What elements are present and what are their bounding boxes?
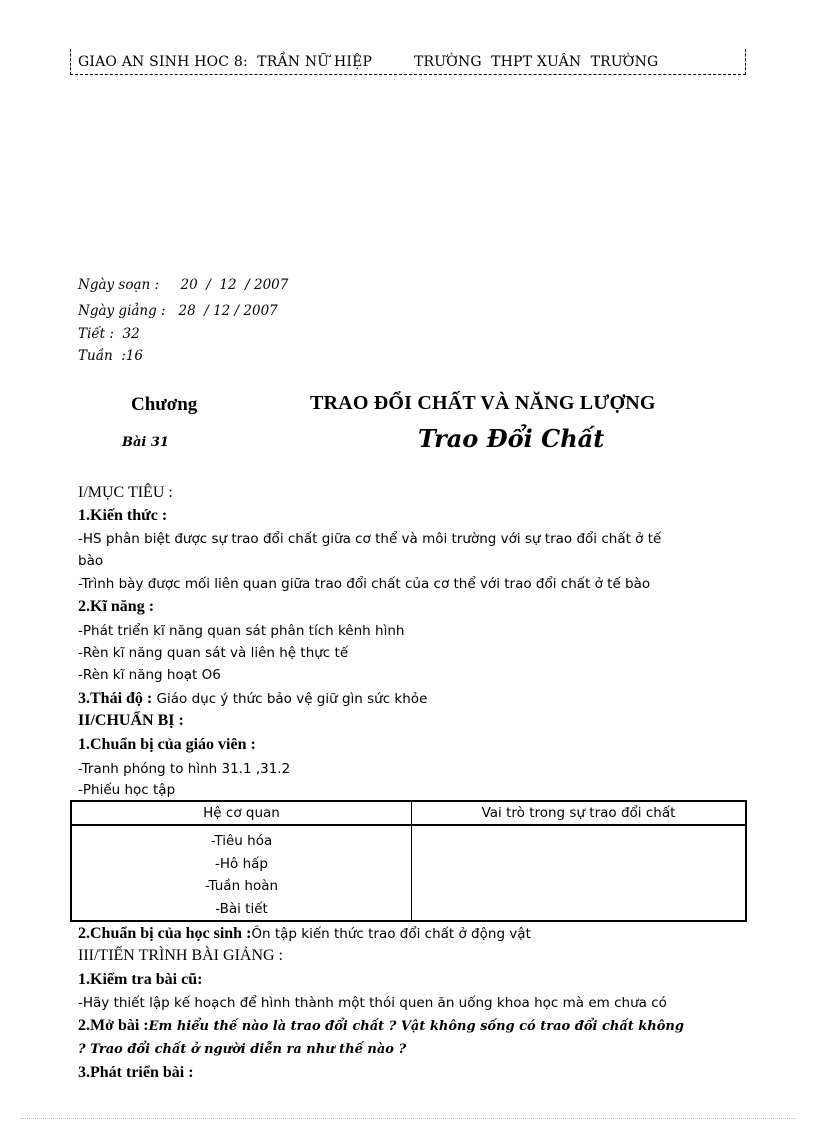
ki-nang-line-1: -Phát triển kĩ năng quan sát phân tích kênh hình: [78, 623, 405, 639]
cb-hs-text: Ôn tập kiến thức trao đổi chất ở động vật: [251, 926, 531, 942]
table-header-vai-tro: Vai trò trong sự trao đổi chất: [412, 801, 747, 825]
heading-kiem-tra: 1.Kiểm tra bài cũ:: [78, 971, 203, 988]
table-row: [71, 825, 746, 921]
phieu-hoc-tap-table: [70, 800, 747, 922]
chapter-title: TRAO ĐỔI CHẤT VÀ NĂNG LƯỢNG: [310, 392, 656, 414]
heading-kien-thuc: 1.Kiến thức :: [78, 507, 168, 524]
thai-do-label: 3.Thái độ :: [78, 690, 153, 707]
heading-muc-tieu: I/MỤC TIÊU :: [78, 484, 173, 501]
chapter-label: Chương: [131, 394, 198, 415]
heading-ki-nang: 2.Kĩ năng :: [78, 598, 155, 615]
role-cell: [412, 825, 747, 921]
organ-tuan-hoan: -Tuần hoàn: [204, 878, 279, 894]
ki-nang-line-3: -Rèn kĩ năng hoạt O6: [78, 667, 221, 683]
mo-bai: [78, 1017, 684, 1035]
cb-gv-line-1: -Tranh phóng to hình 31.1 ,31.2: [78, 761, 291, 777]
heading-phat-trien: 3.Phát triển bài :: [78, 1064, 194, 1081]
kien-thuc-line-2: -Trình bày được mối liên quan giữa trao đổi chất của cơ thể với trao đổi chất ở tế bào: [78, 576, 651, 592]
table-header-he-co-quan: Hệ cơ quan: [71, 801, 412, 825]
tuan: Tuần :16: [78, 348, 143, 364]
thai-do-text: Giáo dục ý thức bảo vệ giữ gìn sức khỏe: [152, 691, 428, 707]
tiet: Tiết : 32: [78, 326, 140, 342]
cb-hs-label: 2.Chuẩn bị của học sinh :: [78, 925, 252, 942]
lesson-number: Bài 31: [122, 435, 169, 450]
mo-bai-text-2: ? Trao đổi chất ở người diễn ra như thế nào ?: [78, 1042, 407, 1057]
organ-tieu-hoa: -Tiêu hóa: [210, 833, 273, 849]
cb-gv-line-2: -Phiếu học tập: [78, 782, 176, 798]
mo-bai-text-1: Em hiểu thế nào là trao đổi chất ? Vật không sống có trao đổi chất không: [148, 1019, 684, 1034]
thai-do: [78, 690, 427, 708]
page-bottom-divider: [20, 1118, 796, 1119]
cb-hoc-sinh: [78, 925, 531, 943]
organ-cell: [71, 825, 412, 921]
kiem-tra-line: -Hãy thiết lập kế hoạch để hình thành một thói quen ăn uống khoa học mà em chưa có: [78, 995, 667, 1011]
table-header-row: [71, 801, 746, 825]
kien-thuc-line-1b: bào: [78, 553, 104, 569]
ngay-soan: Ngày soạn : 20 / 12 / 2007: [78, 277, 289, 293]
mo-bai-label: 2.Mở bài :: [78, 1017, 149, 1034]
heading-chuan-bi: II/CHUẨN BỊ :: [78, 712, 184, 729]
header-text: GIAO AN SINH HOC 8: TRẦN NỮ HIỆP TRƯỜNG THPT XUÂN TRƯỜNG: [78, 54, 659, 70]
ngay-giang: Ngày giảng : 28 / 12 / 2007: [78, 303, 278, 319]
kien-thuc-line-1: -HS phân biệt được sự trao đổi chất giữa cơ thể và môi trường với sự trao đổi chất ở tế: [78, 531, 662, 547]
organ-ho-hap: -Hô hấp: [215, 855, 268, 872]
lesson-title: Trao Đổi Chất: [418, 424, 605, 453]
ki-nang-line-2: -Rèn kĩ năng quan sát và liên hệ thực tế: [78, 645, 349, 661]
heading-tien-trinh: III/TIẾN TRÌNH BÀI GIẢNG :: [78, 947, 283, 964]
organ-bai-tiet: -Bài tiết: [215, 900, 268, 917]
heading-cb-giao-vien: 1.Chuẩn bị của giáo viên :: [78, 736, 256, 753]
